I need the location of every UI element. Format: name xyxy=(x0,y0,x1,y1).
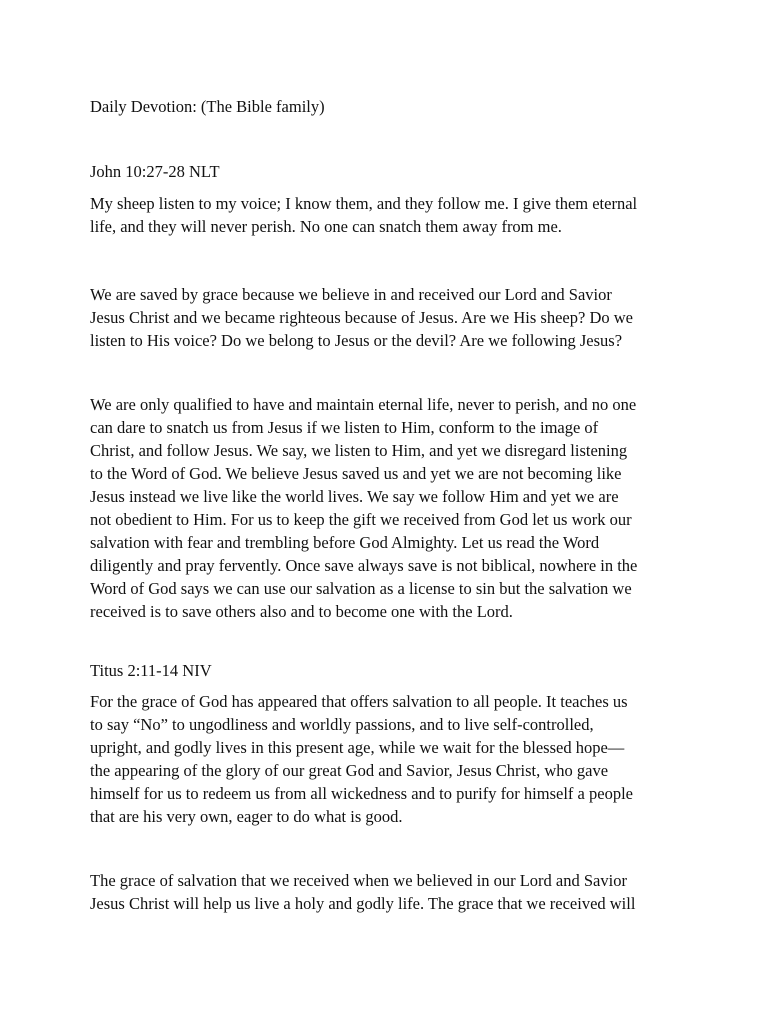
text-line: received is to save others also and to become one with the Lord. xyxy=(90,602,513,621)
text-line: For the grace of God has appeared that offers salvation to all people. It teaches us xyxy=(90,692,628,711)
text-line: Jesus Christ and we became righteous because of Jesus. Are we His sheep? Do we xyxy=(90,308,633,327)
text-line: Jesus instead we live like the world lives. We say we follow Him and yet we are xyxy=(90,487,619,506)
text-line: can dare to snatch us from Jesus if we listen to Him, conform to the image of xyxy=(90,418,599,437)
text-line: My sheep listen to my voice; I know them, and they follow me. I give them eternal xyxy=(90,194,638,213)
text-line: to say “No” to ungodliness and worldly passions, and to live self-controlled, xyxy=(90,715,594,734)
text-line: Word of God says we can use our salvation as a license to sin but the salvation we xyxy=(90,579,632,598)
paragraph-saved-by-grace xyxy=(90,283,633,352)
paragraph-eternal-life xyxy=(90,393,637,623)
text-line: salvation with fear and trembling before God Almighty. Let us read the Word xyxy=(90,533,600,552)
document-title: Daily Devotion: (The Bible family) xyxy=(90,97,325,116)
text-line: to the Word of God. We believe Jesus saved us and yet we are not becoming like xyxy=(90,464,622,483)
text-line: listen to His voice? Do we belong to Jesus or the devil? Are we following Jesus? xyxy=(90,331,623,350)
text-line: We are saved by grace because we believe in and received our Lord and Savior xyxy=(90,285,612,304)
scripture-reference-titus: Titus 2:11-14 NIV xyxy=(90,661,212,680)
text-line: himself for us to redeem us from all wickedness and to purify for himself a people xyxy=(90,784,633,803)
text-line: the appearing of the glory of our great God and Savior, Jesus Christ, who gave xyxy=(90,761,609,780)
text-line: Jesus Christ will help us live a holy and godly life. The grace that we received will xyxy=(90,894,636,913)
text-line: Christ, and follow Jesus. We say, we listen to Him, and yet we disregard listening xyxy=(90,441,628,460)
paragraph-grace-of-salvation xyxy=(90,869,635,915)
text-line: The grace of salvation that we received when we believed in our Lord and Savior xyxy=(90,871,627,890)
scripture-reference-john: John 10:27-28 NLT xyxy=(90,162,220,181)
text-line: diligently and pray fervently. Once save always save is not biblical, nowhere in the xyxy=(90,556,638,575)
text-line: upright, and godly lives in this present age, while we wait for the blessed hope— xyxy=(90,738,625,757)
scripture-text-john xyxy=(90,192,637,238)
text-line: We are only qualified to have and maintain eternal life, never to perish, and no one xyxy=(90,395,637,414)
text-line: life, and they will never perish. No one can snatch them away from me. xyxy=(90,217,562,236)
text-line: not obedient to Him. For us to keep the gift we received from God let us work our xyxy=(90,510,632,529)
scripture-text-titus xyxy=(90,690,633,828)
text-line: that are his very own, eager to do what is good. xyxy=(90,807,403,826)
